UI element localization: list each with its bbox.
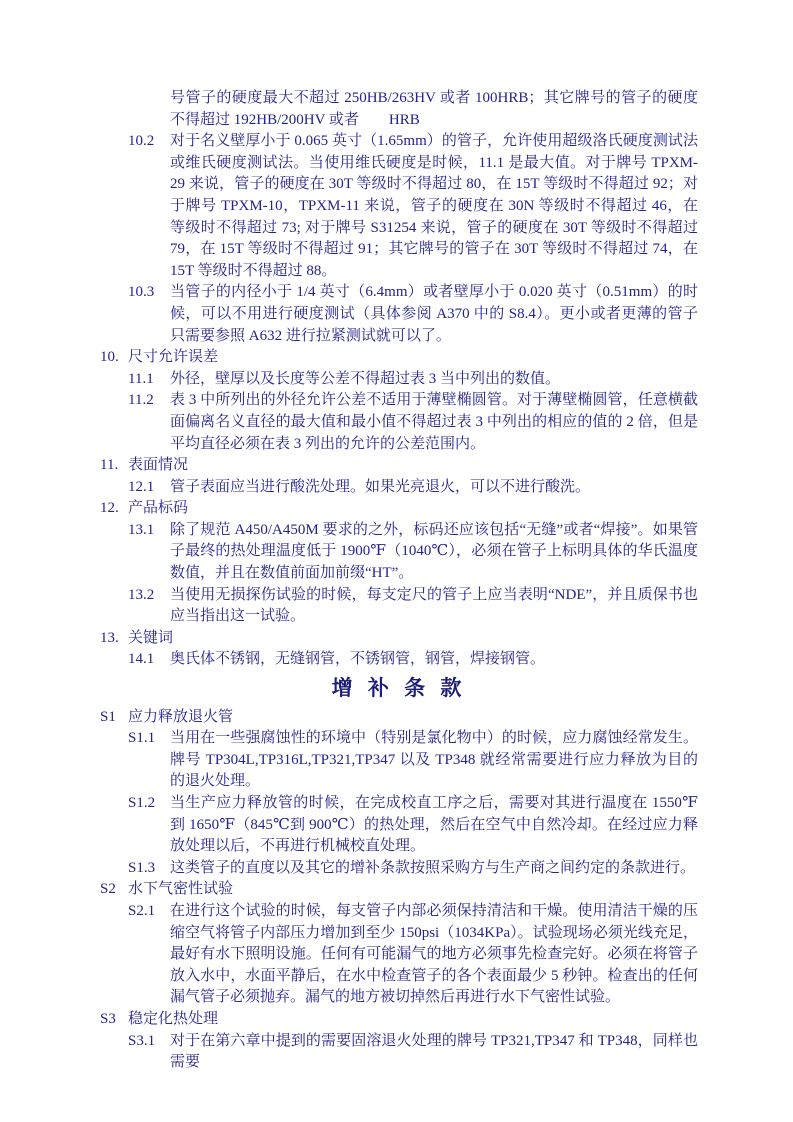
clause-item-12-1 bbox=[128, 477, 698, 499]
clause-item-s1-1 bbox=[128, 728, 698, 793]
clause-text: 当生产应力释放管的时候，在完成校直工序之后，需要对其进行温度在 1550℉ 到 1650℉（845℃到 900℃）的热处理，然后在空气中自然冷却。在经过应力释放处理以后，不再进行机械校直处理。 bbox=[170, 795, 698, 855]
continuation-paragraph bbox=[170, 88, 698, 131]
section-title: 关键词 bbox=[128, 629, 174, 646]
clause-number: S1.2 bbox=[128, 795, 156, 811]
clause-item-s2-1 bbox=[128, 901, 698, 1009]
clause-text: 在进行这个试验的时候，每支管子内部必须保持清洁和干燥。使用清洁干燥的压缩空气将管子内部压力增加到至少 150psi（1034KPa）。试验现场必须光线充足，最好有水下照明设施。任何有可能漏气的地方必须事先检查完好。必须在将管子放入水中，水面平静后，在水中检查管子的各个表面最少 5 秒钟。检查出的任何漏气管子必须抛弃。漏气的地方被切掉然后再进行水下气密性试验。 bbox=[170, 902, 698, 1006]
section-heading-s1 bbox=[100, 707, 698, 729]
clause-item-14-1 bbox=[128, 649, 698, 671]
clause-item-s1-2 bbox=[128, 793, 698, 858]
clause-number: 14.1 bbox=[128, 651, 155, 668]
section-title: 尺寸允许误差 bbox=[128, 349, 219, 366]
section-heading-dimensions bbox=[100, 347, 698, 369]
section-heading-marking bbox=[100, 498, 698, 520]
section-number: 12. bbox=[100, 500, 119, 517]
clause-number: S1.3 bbox=[128, 859, 156, 876]
section-number: 10. bbox=[100, 349, 119, 366]
clause-item-11-2 bbox=[128, 390, 698, 455]
clause-item-10-2 bbox=[128, 131, 729, 282]
clause-item-s1-3 bbox=[128, 858, 698, 880]
clause-text: 这类管子的直度以及其它的增补条款按照采购方与生产商之间约定的条款进行。 bbox=[170, 859, 696, 876]
clause-text: 对于在第六章中提到的需要固溶退火处理的牌号 TP321,TP347 和 TP348，同样也需要 bbox=[170, 1032, 698, 1071]
paragraph-text: 号管子的硬度最大不超过 250HB/263HV 或者 100HRB；其它牌号的管子的硬度不得超过 192HB/200HV 或者 HRB bbox=[170, 90, 698, 128]
section-title: 应力释放退火管 bbox=[128, 708, 234, 725]
clause-item-13-2 bbox=[128, 585, 698, 628]
supplement-title: 增 补 条 款 bbox=[331, 676, 467, 701]
clause-text: 除了规范 A450/A450M 要求的之外，标码还应该包括“无缝”或者“焊接”。如果管子最终的热处理温度低于 1900℉（1040℃），必须在管子上标明具体的华氏温度数值，并且在数值前面加前缀“HT”。 bbox=[170, 521, 698, 582]
clause-item-s3-1 bbox=[128, 1031, 698, 1074]
section-number: S3 bbox=[100, 1010, 116, 1027]
clause-number: S1.1 bbox=[128, 730, 156, 747]
clause-number: 13.2 bbox=[128, 586, 155, 603]
clause-item-13-1 bbox=[128, 520, 698, 585]
clause-number: 11.1 bbox=[128, 370, 154, 387]
section-heading-s3 bbox=[100, 1009, 698, 1031]
clause-number: 12.1 bbox=[128, 478, 155, 495]
clause-text: 表 3 中所列出的外径允许公差不适用于薄壁椭圆管。对于薄壁椭圆管，任意横截面偏离名义直径的最大值和最小值不得超过表 3 中列出的相应的值的 2 倍，但是平均直径必须在表 3 列出的允许的公差范围内。 bbox=[170, 392, 698, 452]
clause-text: 奥氏体不锈钢，无缝钢管，不锈钢管，钢管，焊接钢管。 bbox=[170, 651, 546, 668]
section-number: 13. bbox=[100, 629, 119, 646]
section-title: 稳定化热处理 bbox=[128, 1010, 219, 1027]
clause-number: 10.2 bbox=[128, 133, 155, 150]
section-number: 11. bbox=[100, 457, 119, 474]
section-heading-keywords bbox=[100, 628, 698, 650]
clause-number: 11.2 bbox=[128, 392, 154, 409]
section-title: 产品标码 bbox=[128, 500, 189, 517]
clause-number: S3.1 bbox=[128, 1032, 156, 1049]
clause-text: 管子表面应当进行酸洗处理。如果光亮退火，可以不进行酸洗。 bbox=[170, 478, 591, 495]
clause-number: S2.1 bbox=[128, 902, 156, 919]
section-heading-s2 bbox=[100, 879, 698, 901]
section-number: S2 bbox=[100, 881, 116, 898]
clause-text: 当管子的内径小于 1/4 英寸（6.4mm）或者壁厚小于 0.020 英寸（0.51mm）的时候，可以不用进行硬度测试（具体参阅 A370 中的 S8.4）。更小或者更薄的管子只需要参照 A632 进行拉紧测试就可以了。 bbox=[170, 284, 698, 344]
section-number: S1 bbox=[100, 708, 116, 725]
clause-text: 外径，壁厚以及长度等公差不得超过表 3 当中列出的数值。 bbox=[170, 370, 561, 387]
clause-item-11-1 bbox=[128, 369, 698, 391]
section-heading-surface bbox=[100, 455, 698, 477]
clause-item-10-3 bbox=[128, 282, 698, 347]
clause-number: 10.3 bbox=[128, 284, 155, 301]
clause-number: 13.1 bbox=[128, 521, 155, 538]
clause-text: 当用在一些强腐蚀性的环境中（特别是氯化物中）的时候，应力腐蚀经常发生。牌号 TP304L,TP316L,TP321,TP347 以及 TP348 就经常需要进行应力释放为目的的退火处理。 bbox=[170, 730, 698, 790]
clause-text: 对于名义壁厚小于 0.065 英寸（1.65mm）的管子，允许使用超级洛氏硬度测试法或维氏硬度测试法。当使用维氏硬度是时候，11.1 是最大值。对于牌号 TPXM-29 来说，管子的硬度在 30T 等级时不得超过 80，在 15T 等级时不得超过 92；对于牌号 TPXM-10，TPXM-11 来说，管子的硬度在 30N 等级时不得超过 46，在 等级时不得超过 73; 对于牌号 S31254 来说，管子的硬度在 30T 等级时不得超过 79，在 15T 等级时不得超过 91；其它牌号的管子在 30T 等级时不得超过 74，在 15T 等级时不得超过 88。 bbox=[170, 133, 729, 279]
section-title: 表面情况 bbox=[128, 457, 189, 474]
clause-text: 当使用无损探伤试验的时候，每支定尺的管子上应当表明“NDE”，并且质保书也应当指出这一试验。 bbox=[170, 586, 698, 625]
section-title: 水下气密性试验 bbox=[128, 881, 234, 898]
